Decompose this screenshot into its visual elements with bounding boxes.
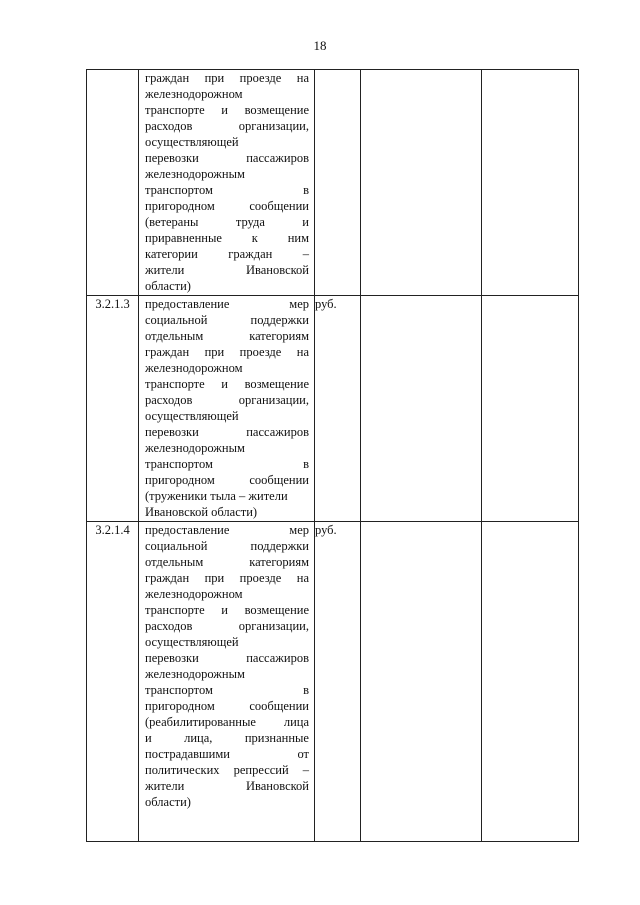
name-word: к — [251, 231, 258, 245]
name-line — [145, 698, 309, 714]
name-line — [145, 730, 309, 746]
name-line — [145, 214, 309, 230]
name-word: Ивановской — [245, 779, 309, 793]
name-word: расходов — [145, 393, 193, 407]
table-row — [87, 522, 579, 842]
name-word: в — [303, 457, 309, 471]
row-value-cell-1 — [361, 522, 482, 842]
page-number: 18 — [313, 38, 327, 53]
row-value-cell-2 — [482, 70, 579, 296]
name-line — [145, 360, 309, 376]
name-word: сообщении — [249, 199, 309, 213]
name-word: и — [145, 731, 152, 745]
name-line — [145, 134, 309, 150]
name-word: граждан — [145, 71, 190, 85]
name-word: граждан — [145, 345, 190, 359]
name-line — [145, 778, 309, 794]
name-word: отдельным — [145, 329, 204, 343]
name-word: предоставление — [145, 523, 230, 537]
name-word: и — [302, 215, 309, 229]
name-word: ним — [287, 231, 309, 245]
name-word: категории — [145, 247, 198, 261]
name-word: транспорте — [145, 377, 205, 391]
name-word: лица, — [184, 731, 213, 745]
name-word: жители — [145, 779, 185, 793]
name-line — [145, 86, 309, 102]
name-word: области) — [145, 279, 191, 293]
row-name-text — [139, 296, 314, 520]
data-table — [86, 69, 579, 842]
name-word: сообщении — [249, 699, 309, 713]
name-word: возмещение — [244, 103, 309, 117]
name-word: пригородном — [145, 699, 215, 713]
row-value-cell-1 — [361, 296, 482, 522]
name-word: – — [302, 763, 309, 777]
name-word: организации, — [238, 393, 309, 407]
name-line — [145, 102, 309, 118]
name-word: возмещение — [244, 377, 309, 391]
row-value-cell-1 — [361, 70, 482, 296]
name-word: и — [221, 377, 228, 391]
name-line — [145, 570, 309, 586]
name-word: (реабилитированные — [145, 715, 256, 729]
name-line — [145, 714, 309, 730]
name-line — [145, 440, 309, 456]
name-word: мер — [289, 523, 309, 537]
name-line — [145, 538, 309, 554]
name-word: на — [296, 571, 309, 585]
name-word: пассажиров — [246, 151, 309, 165]
name-line — [145, 424, 309, 440]
name-word: категориям — [249, 555, 309, 569]
name-word: (труженики тыла – жители — [145, 489, 288, 503]
name-word: организации, — [238, 119, 309, 133]
name-word: на — [296, 345, 309, 359]
name-word: перевозки — [145, 651, 199, 665]
name-word: транспортом — [145, 457, 213, 471]
name-word: поддержки — [250, 313, 309, 327]
name-word: железнодорожным — [145, 667, 245, 681]
row-value-cell-2 — [482, 522, 579, 842]
name-line — [145, 456, 309, 472]
name-word: проезде — [239, 345, 282, 359]
name-word: пассажиров — [246, 425, 309, 439]
name-line — [145, 118, 309, 134]
name-word: мер — [289, 297, 309, 311]
name-word: железнодорожным — [145, 441, 245, 455]
row-name-cell — [139, 296, 315, 522]
name-word: – — [302, 247, 309, 261]
name-line — [145, 488, 309, 504]
row-number-cell — [87, 70, 139, 296]
name-word: на — [296, 71, 309, 85]
row-number-cell: 3.2.1.3 — [87, 296, 139, 522]
name-word: труда — [235, 215, 265, 229]
name-line — [145, 198, 309, 214]
name-word: перевозки — [145, 425, 199, 439]
name-line — [145, 746, 309, 762]
name-word: лица — [283, 715, 309, 729]
name-line — [145, 602, 309, 618]
name-line — [145, 650, 309, 666]
name-word: при — [204, 571, 225, 585]
name-word: железнодорожным — [145, 167, 245, 181]
name-word: организации, — [238, 619, 309, 633]
name-word: транспортом — [145, 683, 213, 697]
row-value-cell-2 — [482, 296, 579, 522]
name-word: социальной — [145, 539, 208, 553]
row-name-cell — [139, 70, 315, 296]
name-line — [145, 762, 309, 778]
name-word: и — [221, 103, 228, 117]
name-word: пригородном — [145, 473, 215, 487]
name-word: репрессий — [233, 763, 289, 777]
name-word: в — [303, 183, 309, 197]
name-word: поддержки — [250, 539, 309, 553]
name-word: в — [303, 683, 309, 697]
name-line — [145, 408, 309, 424]
name-word: жители — [145, 263, 185, 277]
row-number-cell: 3.2.1.4 — [87, 522, 139, 842]
name-line — [145, 634, 309, 650]
name-line — [145, 246, 309, 262]
row-name-text — [139, 70, 314, 294]
row-unit-cell: руб. — [315, 522, 361, 842]
name-word: железнодорожном — [145, 87, 243, 101]
name-word: осуществляющей — [145, 135, 239, 149]
name-word: пригородном — [145, 199, 215, 213]
name-word: транспорте — [145, 603, 205, 617]
name-word: сообщении — [249, 473, 309, 487]
name-word: проезде — [239, 571, 282, 585]
name-word: расходов — [145, 119, 193, 133]
name-word: предоставление — [145, 297, 230, 311]
name-line — [145, 586, 309, 602]
row-unit-cell — [315, 70, 361, 296]
name-line — [145, 328, 309, 344]
name-line — [145, 392, 309, 408]
name-word: пострадавшими — [145, 747, 230, 761]
name-word: при — [204, 345, 225, 359]
name-word: приравненные — [145, 231, 222, 245]
name-word: транспорте — [145, 103, 205, 117]
name-line — [145, 682, 309, 698]
name-word: категориям — [249, 329, 309, 343]
name-word: и — [221, 603, 228, 617]
name-word: Ивановской — [245, 263, 309, 277]
name-word: железнодорожном — [145, 361, 243, 375]
name-word: транспортом — [145, 183, 213, 197]
table-row — [87, 70, 579, 296]
name-word: признанные — [244, 731, 309, 745]
name-word: осуществляющей — [145, 635, 239, 649]
name-word: политических — [145, 763, 220, 777]
row-name-cell — [139, 522, 315, 842]
row-name-text — [139, 522, 314, 810]
name-word: области) — [145, 795, 191, 809]
name-word: от — [297, 747, 309, 761]
name-line — [145, 278, 309, 294]
name-line — [145, 296, 309, 312]
name-word: перевозки — [145, 151, 199, 165]
name-line — [145, 618, 309, 634]
name-word: осуществляющей — [145, 409, 239, 423]
table-row — [87, 296, 579, 522]
name-line — [145, 472, 309, 488]
name-line — [145, 344, 309, 360]
name-word: пассажиров — [246, 651, 309, 665]
name-word: при — [204, 71, 225, 85]
name-line — [145, 182, 309, 198]
name-line — [145, 312, 309, 328]
name-word: проезде — [239, 71, 282, 85]
name-word: (ветераны — [145, 215, 199, 229]
name-word: возмещение — [244, 603, 309, 617]
name-word: граждан — [145, 571, 190, 585]
name-word: железнодорожном — [145, 587, 243, 601]
name-line — [145, 794, 309, 810]
name-word: расходов — [145, 619, 193, 633]
name-line — [145, 666, 309, 682]
row-unit-cell: руб. — [315, 296, 361, 522]
name-line — [145, 230, 309, 246]
name-line — [145, 262, 309, 278]
name-word: отдельным — [145, 555, 204, 569]
name-line — [145, 70, 309, 86]
name-line — [145, 166, 309, 182]
name-line — [145, 150, 309, 166]
name-line — [145, 522, 309, 538]
name-word: социальной — [145, 313, 208, 327]
name-line — [145, 376, 309, 392]
name-word: Ивановской области) — [145, 505, 258, 519]
name-line — [145, 504, 309, 520]
name-line — [145, 554, 309, 570]
name-word: граждан — [228, 247, 273, 261]
